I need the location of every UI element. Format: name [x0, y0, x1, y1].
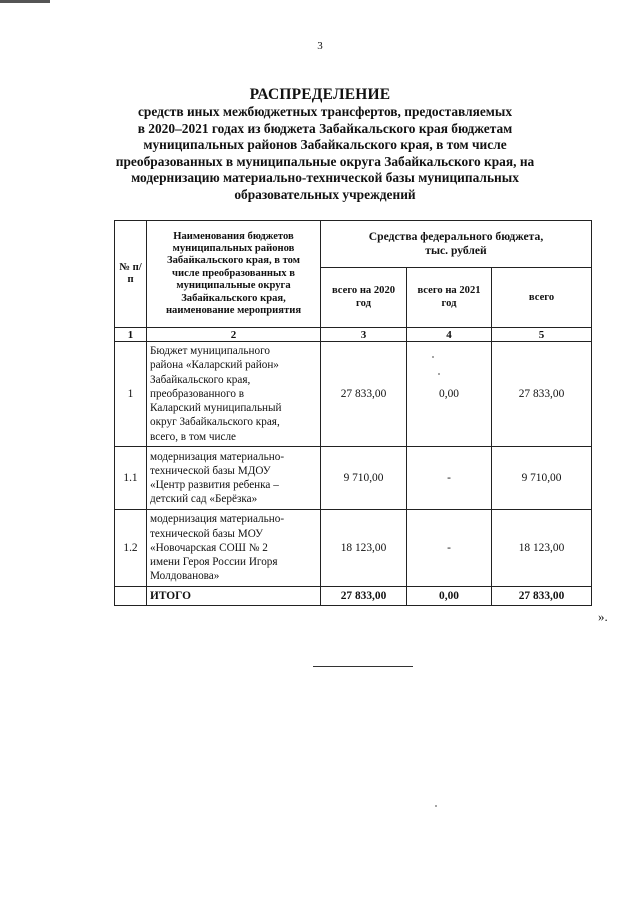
total-num-empty: [115, 587, 147, 606]
row-name-line: Каларский муниципальный: [150, 402, 282, 415]
header-federal-line: тыс. рублей: [425, 244, 487, 258]
document-title: РАСПРЕДЕЛЕНИЕ: [249, 86, 391, 103]
total-label: ИТОГО: [147, 587, 321, 606]
header-name: [147, 221, 321, 328]
subtitle-line: преобразованных в муниципальные округа Забайкальского края, на: [115, 153, 535, 169]
header-name-line: Наименования бюджетов: [173, 230, 294, 242]
row-name-line: технической базы МДОУ: [150, 464, 271, 477]
subtitle-line: модернизацию материально-технической базы муниципальных: [131, 170, 519, 186]
table-row: [115, 342, 592, 447]
document-subtitle: [100, 104, 550, 204]
closing-quote: ».: [598, 609, 608, 624]
row-name-line: Забайкальского края,: [150, 373, 251, 386]
subtitle-line: муниципальных районов Забайкальского края, в том числе: [143, 137, 507, 153]
header-total: всего: [492, 268, 592, 328]
corner-mark: [0, 0, 50, 3]
scan-speck: [438, 373, 440, 375]
subtitle-line: средств иных межбюджетных трансфертов, предоставляемых: [137, 104, 513, 119]
distribution-table: [114, 220, 592, 606]
row-name-line: модернизация материально-: [150, 513, 285, 526]
column-number: 3: [321, 328, 407, 342]
row-number: 1.1: [115, 447, 147, 510]
header-num: № п/п: [115, 221, 147, 328]
value-2021: -: [407, 447, 492, 510]
row-number: 1: [115, 342, 147, 447]
row-name: [147, 510, 321, 587]
header-name-line: числе преобразованных в: [172, 267, 295, 279]
header-federal: [321, 221, 592, 268]
table-row: [115, 510, 592, 587]
row-name-line: технической базы МОУ: [150, 527, 264, 540]
row-name-line: «Центр развития ребенка –: [150, 479, 279, 491]
header-name-line: муниципальных районов: [172, 242, 295, 254]
page-number: 3: [317, 40, 323, 52]
header-name-line: наименование мероприятия: [165, 305, 302, 317]
total-value-total: 27 833,00: [492, 587, 592, 606]
subtitle-line: образовательных учреждений: [234, 186, 416, 202]
value-2020: 27 833,00: [321, 342, 407, 447]
row-name: [147, 342, 321, 447]
row-name-line: района «Каларский район»: [150, 359, 279, 372]
value-2020: 18 123,00: [321, 510, 407, 587]
header-name-line: муниципальные округа: [176, 280, 291, 292]
scan-speck: [432, 356, 434, 358]
value-total: 18 123,00: [492, 510, 592, 587]
header-name-line: Забайкальского края,: [181, 292, 286, 304]
total-value-2020: 27 833,00: [321, 587, 407, 606]
row-name-line: всего, в том числе: [150, 430, 236, 443]
separator-line: [313, 666, 413, 667]
value-2021: -: [407, 510, 492, 587]
table-row: [115, 447, 592, 510]
row-name-line: детский сад «Берёзка»: [150, 493, 258, 506]
column-number: 2: [147, 328, 321, 342]
value-2021: 0,00: [407, 342, 492, 447]
total-row: [115, 587, 592, 606]
row-name-line: преобразованного в: [150, 387, 244, 400]
value-2020: 9 710,00: [321, 447, 407, 510]
row-name-line: «Новочарская СОШ № 2: [150, 541, 268, 554]
value-total: 9 710,00: [492, 447, 592, 510]
scan-speck: [435, 805, 437, 807]
row-name-line: округ Забайкальского края,: [150, 416, 280, 429]
subtitle-line: в 2020–2021 годах из бюджета Забайкальского края бюджетам: [137, 120, 513, 136]
row-name-line: модернизация материально-: [150, 450, 285, 463]
row-name: [147, 447, 321, 510]
total-value-2021: 0,00: [407, 587, 492, 606]
column-number: 4: [407, 328, 492, 342]
column-number: 1: [115, 328, 147, 342]
header-row: [115, 221, 592, 268]
column-number-row: [115, 328, 592, 342]
header-name-line: Забайкальского края, в том: [167, 255, 300, 267]
row-name-line: Молдованова»: [150, 570, 220, 583]
header-federal-line: Средства федерального бюджета,: [368, 230, 544, 244]
header-2021: всего на 2021 год: [407, 268, 492, 328]
row-number: 1.2: [115, 510, 147, 587]
header-2020: всего на 2020 год: [321, 268, 407, 328]
row-name-line: имени Героя России Игоря: [150, 556, 278, 569]
value-total: 27 833,00: [492, 342, 592, 447]
row-name-line: Бюджет муниципального: [150, 345, 270, 358]
column-number: 5: [492, 328, 592, 342]
